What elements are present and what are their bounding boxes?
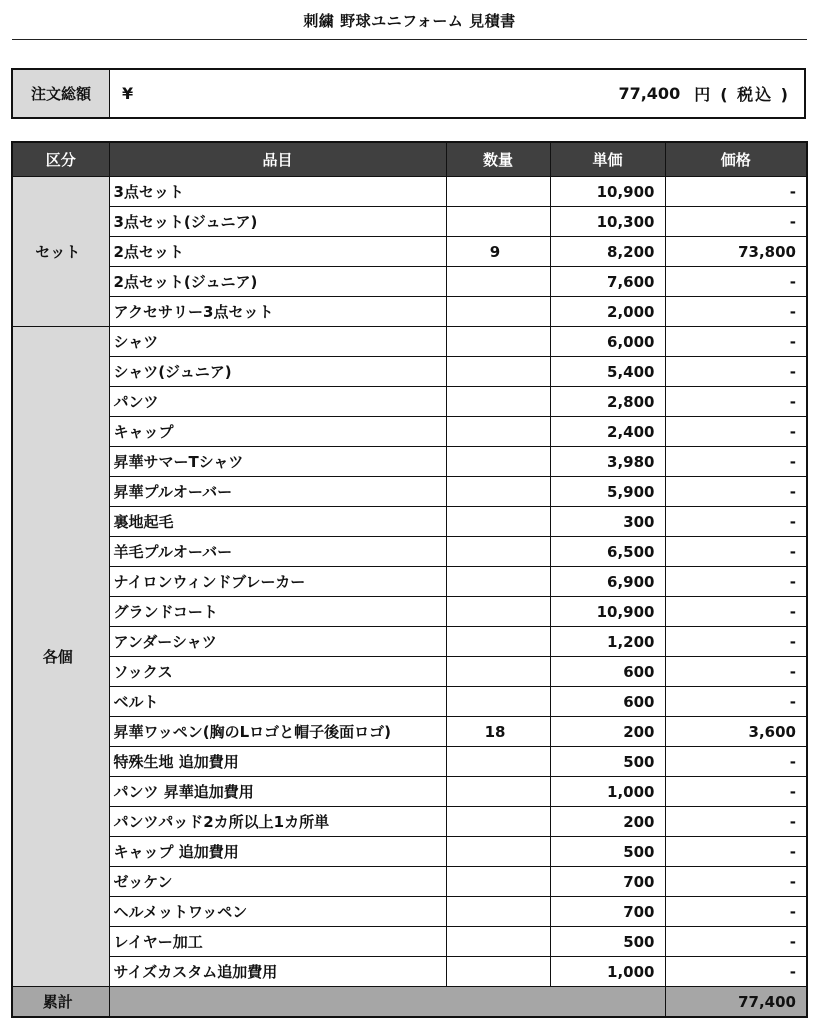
unit-price-cell: 500 <box>550 747 665 777</box>
unit-price-cell: 6,000 <box>550 327 665 357</box>
quantity-cell[interactable] <box>446 567 550 597</box>
table-row <box>12 507 807 537</box>
quantity-cell[interactable] <box>446 807 550 837</box>
price-cell: - <box>665 417 807 447</box>
item-cell: パンツ <box>109 387 446 417</box>
unit-price-cell: 10,300 <box>550 207 665 237</box>
price-cell: - <box>665 507 807 537</box>
unit-price-cell: 500 <box>550 927 665 957</box>
quantity-cell[interactable] <box>446 657 550 687</box>
table-row <box>12 567 807 597</box>
quantity-cell[interactable] <box>446 957 550 987</box>
unit-price-cell: 700 <box>550 897 665 927</box>
quantity-cell[interactable] <box>446 597 550 627</box>
table-row <box>12 297 807 327</box>
category-cell: セット <box>12 177 109 327</box>
item-cell: シャツ(ジュニア) <box>109 357 446 387</box>
quantity-cell[interactable] <box>446 477 550 507</box>
quantity-cell[interactable] <box>446 747 550 777</box>
unit-price-cell: 6,900 <box>550 567 665 597</box>
quantity-cell[interactable] <box>446 207 550 237</box>
quote-table-body <box>12 177 807 987</box>
unit-price-cell: 10,900 <box>550 177 665 207</box>
unit-price-cell: 5,400 <box>550 357 665 387</box>
quantity-cell[interactable]: 9 <box>446 237 550 267</box>
table-row <box>12 327 807 357</box>
unit-price-cell: 300 <box>550 507 665 537</box>
unit-price-cell: 2,000 <box>550 297 665 327</box>
table-row <box>12 957 807 987</box>
quantity-cell[interactable] <box>446 387 550 417</box>
price-cell: - <box>665 327 807 357</box>
item-cell: 羊毛プルオーバー <box>109 537 446 567</box>
item-cell: キャップ <box>109 417 446 447</box>
table-row <box>12 897 807 927</box>
price-cell: - <box>665 447 807 477</box>
price-cell: - <box>665 177 807 207</box>
price-cell: - <box>665 777 807 807</box>
quantity-cell[interactable] <box>446 177 550 207</box>
unit-price-cell: 500 <box>550 837 665 867</box>
item-cell: キャップ 追加費用 <box>109 837 446 867</box>
item-cell: ナイロンウィンドブレーカー <box>109 567 446 597</box>
table-row <box>12 447 807 477</box>
table-row <box>12 927 807 957</box>
unit-price-cell: 8,200 <box>550 237 665 267</box>
price-cell: - <box>665 567 807 597</box>
quantity-cell[interactable] <box>446 897 550 927</box>
item-cell: 3点セット(ジュニア) <box>109 207 446 237</box>
quantity-cell[interactable] <box>446 927 550 957</box>
price-cell: - <box>665 387 807 417</box>
order-total-summary <box>11 68 806 119</box>
item-cell: ゼッケン <box>109 867 446 897</box>
quantity-cell[interactable] <box>446 357 550 387</box>
unit-price-cell: 5,900 <box>550 477 665 507</box>
price-cell: 3,600 <box>665 717 807 747</box>
unit-price-cell: 6,500 <box>550 537 665 567</box>
item-cell: 昇華プルオーバー <box>109 477 446 507</box>
price-cell: - <box>665 597 807 627</box>
item-cell: ソックス <box>109 657 446 687</box>
table-row <box>12 357 807 387</box>
table-row <box>12 627 807 657</box>
table-row <box>12 177 807 207</box>
unit-price-cell: 600 <box>550 657 665 687</box>
item-cell: 特殊生地 追加費用 <box>109 747 446 777</box>
table-row <box>12 807 807 837</box>
table-row <box>12 387 807 417</box>
unit-price-cell: 1,000 <box>550 777 665 807</box>
table-row <box>12 837 807 867</box>
quantity-cell[interactable] <box>446 267 550 297</box>
price-cell: 73,800 <box>665 237 807 267</box>
quantity-cell[interactable] <box>446 687 550 717</box>
item-cell: 昇華ワッペン(胸のLロゴと帽子後面ロゴ) <box>109 717 446 747</box>
price-cell: - <box>665 837 807 867</box>
quantity-cell[interactable] <box>446 327 550 357</box>
unit-price-cell: 1,000 <box>550 957 665 987</box>
price-cell: - <box>665 747 807 777</box>
order-total-label: 注文総額 <box>13 70 110 117</box>
table-row <box>12 747 807 777</box>
price-cell: - <box>665 687 807 717</box>
currency-unit: 円 <box>694 85 711 104</box>
unit-price-cell: 1,200 <box>550 627 665 657</box>
price-cell: - <box>665 537 807 567</box>
quantity-cell[interactable] <box>446 867 550 897</box>
document-title: 刺繍 野球ユニフォーム 見積書 <box>303 12 516 30</box>
price-cell: - <box>665 477 807 507</box>
price-cell: - <box>665 627 807 657</box>
item-cell: 2点セット(ジュニア) <box>109 267 446 297</box>
table-row <box>12 717 807 747</box>
header-item: 品目 <box>109 142 446 177</box>
item-cell: 2点セット <box>109 237 446 267</box>
quantity-cell[interactable] <box>446 297 550 327</box>
unit-price-cell: 3,980 <box>550 447 665 477</box>
price-cell: - <box>665 657 807 687</box>
price-cell: - <box>665 207 807 237</box>
unit-price-cell: 7,600 <box>550 267 665 297</box>
table-row <box>12 267 807 297</box>
table-row <box>12 477 807 507</box>
price-cell: - <box>665 897 807 927</box>
price-cell: - <box>665 357 807 387</box>
table-row <box>12 657 807 687</box>
quantity-cell[interactable] <box>446 537 550 567</box>
order-total-amount: 77,400 <box>618 84 681 103</box>
quote-table <box>11 141 808 1018</box>
table-row <box>12 237 807 267</box>
quantity-cell[interactable] <box>446 417 550 447</box>
quantity-cell[interactable]: 18 <box>446 717 550 747</box>
currency-symbol: ¥ <box>122 84 134 103</box>
total-label: 累計 <box>12 987 109 1018</box>
total-row <box>12 987 807 1018</box>
price-cell: - <box>665 867 807 897</box>
table-row <box>12 207 807 237</box>
unit-price-cell: 700 <box>550 867 665 897</box>
item-cell: グランドコート <box>109 597 446 627</box>
unit-price-cell: 200 <box>550 717 665 747</box>
item-cell: ベルト <box>109 687 446 717</box>
price-cell: - <box>665 957 807 987</box>
item-cell: ヘルメットワッペン <box>109 897 446 927</box>
table-header-row <box>12 142 807 177</box>
quantity-cell[interactable] <box>446 627 550 657</box>
item-cell: パンツ 昇華追加費用 <box>109 777 446 807</box>
table-row <box>12 687 807 717</box>
header-category: 区分 <box>12 142 109 177</box>
unit-price-cell: 200 <box>550 807 665 837</box>
unit-price-cell: 10,900 <box>550 597 665 627</box>
price-cell: - <box>665 927 807 957</box>
unit-price-cell: 600 <box>550 687 665 717</box>
price-cell: - <box>665 297 807 327</box>
header-quantity: 数量 <box>446 142 550 177</box>
total-value: 77,400 <box>665 987 807 1018</box>
price-cell: - <box>665 267 807 297</box>
unit-price-cell: 2,400 <box>550 417 665 447</box>
item-cell: 昇華サマーTシャツ <box>109 447 446 477</box>
total-spacer <box>109 987 665 1018</box>
tax-included-note: ( 税込 ) <box>720 85 790 104</box>
header-price: 価格 <box>665 142 807 177</box>
unit-price-cell: 2,800 <box>550 387 665 417</box>
item-cell: レイヤー加工 <box>109 927 446 957</box>
item-cell: パンツパッド2カ所以上1カ所単 <box>109 807 446 837</box>
item-cell: サイズカスタム追加費用 <box>109 957 446 987</box>
order-total-value-cell <box>110 70 804 117</box>
table-row <box>12 777 807 807</box>
quantity-cell[interactable] <box>446 447 550 477</box>
item-cell: アンダーシャツ <box>109 627 446 657</box>
title-divider <box>12 39 807 40</box>
table-row <box>12 417 807 447</box>
item-cell: 3点セット <box>109 177 446 207</box>
quantity-cell[interactable] <box>446 837 550 867</box>
price-cell: - <box>665 807 807 837</box>
table-row <box>12 867 807 897</box>
category-cell: 各個 <box>12 327 109 987</box>
quantity-cell[interactable] <box>446 777 550 807</box>
item-cell: アクセサリー3点セット <box>109 297 446 327</box>
table-row <box>12 537 807 567</box>
table-row <box>12 597 807 627</box>
item-cell: シャツ <box>109 327 446 357</box>
quantity-cell[interactable] <box>446 507 550 537</box>
header-unit-price: 単価 <box>550 142 665 177</box>
item-cell: 裏地起毛 <box>109 507 446 537</box>
